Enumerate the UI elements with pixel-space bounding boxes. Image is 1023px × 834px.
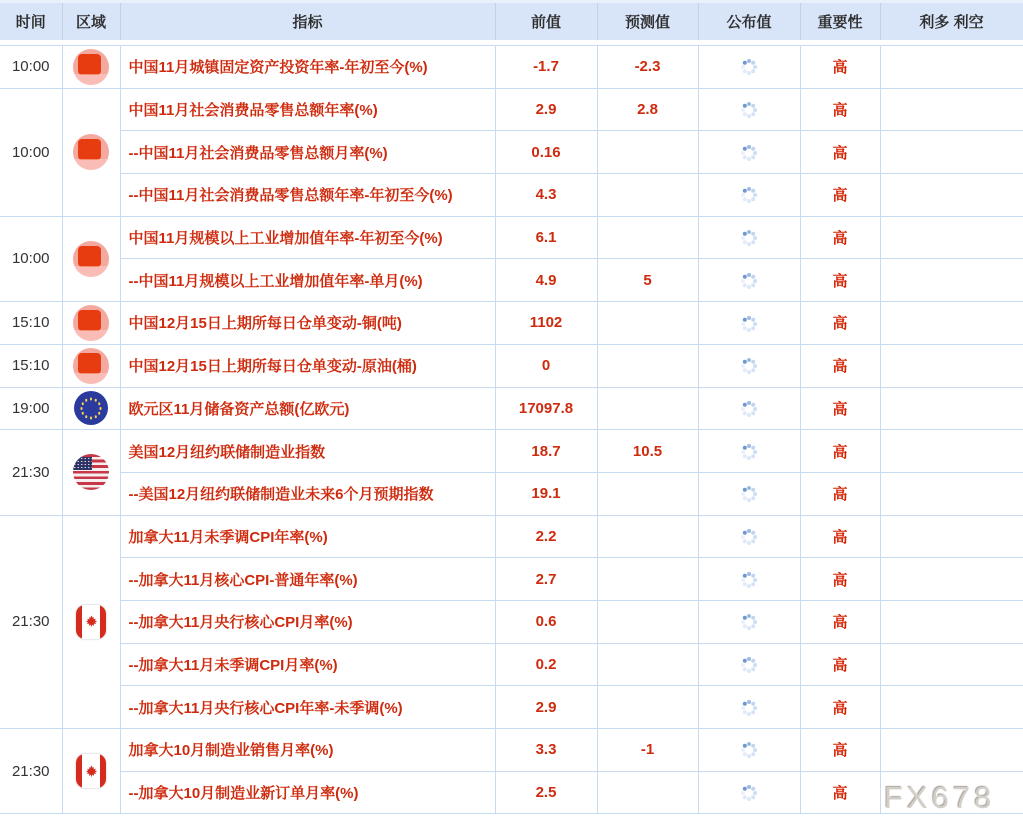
indicator-link[interactable]: 欧元区11月储备资产总额(亿欧元) [120,387,495,430]
indicator-link[interactable]: --加拿大10月制造业新订单月率(%) [120,771,495,814]
forecast-value [597,771,698,814]
table-row [0,387,1023,430]
indicator-link[interactable]: 中国12月15日上期所每日仓单变动-原油(桶) [120,344,495,387]
region-cell [62,302,120,345]
forecast-value: 2.8 [597,88,698,131]
forecast-value: 5 [597,259,698,302]
forecast-value [597,174,698,217]
col-header-region: 区域 [62,2,120,40]
importance-badge: 高 [800,174,880,217]
forecast-value [597,302,698,345]
indicator-link[interactable]: --美国12月纽约联储制造业未来6个月预期指数 [120,472,495,515]
china-flag-icon [73,49,109,85]
previous-value: 0.2 [495,643,597,686]
forecast-value [597,643,698,686]
eu-flag-icon [74,391,108,425]
time-cell: 10:00 [0,216,62,301]
indicator-link[interactable]: 美国12月纽约联储制造业指数 [120,430,495,473]
forecast-value [597,686,698,729]
sentiment-cell [880,131,1023,174]
table-row [0,344,1023,387]
indicator-link[interactable]: --中国11月规模以上工业增加值年率-单月(%) [120,259,495,302]
published-value [698,643,800,686]
importance-badge: 高 [800,88,880,131]
importance-badge: 高 [800,259,880,302]
col-header-importance: 重要性 [800,2,880,40]
region-cell [62,515,120,728]
indicator-link[interactable]: --加拿大11月央行核心CPI月率(%) [120,600,495,643]
indicator-link[interactable]: 中国11月城镇固定资产投资年率-年初至今(%) [120,46,495,89]
previous-value: 19.1 [495,472,597,515]
loading-spinner-icon [747,322,751,326]
importance-badge: 高 [800,515,880,558]
importance-badge: 高 [800,600,880,643]
china-flag-icon [73,305,109,341]
region-cell [62,88,120,216]
col-header-indicator: 指标 [120,2,495,40]
col-header-forecast: 预测值 [597,2,698,40]
region-cell [62,387,120,430]
time-cell: 19:00 [0,387,62,430]
forecast-value: -1 [597,729,698,772]
col-header-sentiment: 利多 利空 [880,2,1023,40]
importance-badge: 高 [800,131,880,174]
table-header-row [0,2,1023,40]
previous-value: 17097.8 [495,387,597,430]
sentiment-cell [880,600,1023,643]
table-row [0,88,1023,131]
importance-badge: 高 [800,729,880,772]
loading-spinner-icon [747,65,751,69]
loading-spinner-icon [747,620,751,624]
published-value [698,88,800,131]
region-cell [62,216,120,301]
time-cell: 15:10 [0,302,62,345]
previous-value: 4.3 [495,174,597,217]
table-row [0,771,1023,814]
loading-spinner-icon [747,663,751,667]
published-value [698,387,800,430]
previous-value: 2.7 [495,558,597,601]
published-value [698,430,800,473]
published-value [698,472,800,515]
forecast-value [597,600,698,643]
sentiment-cell [880,558,1023,601]
sentiment-cell [880,430,1023,473]
forecast-value: 10.5 [597,430,698,473]
importance-badge: 高 [800,302,880,345]
eu-stars-icon [90,407,93,410]
previous-value: 2.5 [495,771,597,814]
previous-value: 2.2 [495,515,597,558]
region-cell [62,430,120,515]
loading-spinner-icon [747,279,751,283]
indicator-link[interactable]: --加拿大11月未季调CPI月率(%) [120,643,495,686]
table-row [0,472,1023,515]
table-row [0,131,1023,174]
canada-flag-icon [76,605,106,639]
time-cell: 21:30 [0,430,62,515]
table-row [0,643,1023,686]
time-cell: 10:00 [0,46,62,89]
loading-spinner-icon [747,407,751,411]
previous-value: 6.1 [495,216,597,259]
published-value [698,729,800,772]
published-value [698,686,800,729]
indicator-link[interactable]: 加拿大11月未季调CPI年率(%) [120,515,495,558]
col-header-previous: 前值 [495,2,597,40]
published-value [698,131,800,174]
sentiment-cell [880,729,1023,772]
importance-badge: 高 [800,558,880,601]
published-value [698,216,800,259]
loading-spinner-icon [747,193,751,197]
published-value [698,771,800,814]
importance-badge: 高 [800,643,880,686]
china-flag-icon [73,134,109,170]
indicator-link[interactable]: 加拿大10月制造业销售月率(%) [120,729,495,772]
indicator-link[interactable]: --中国11月社会消费品零售总额年率-年初至今(%) [120,174,495,217]
fx678-watermark: FX678 [884,780,996,815]
published-value [698,558,800,601]
table-row [0,216,1023,259]
importance-badge: 高 [800,430,880,473]
table-row [0,259,1023,302]
table-row [0,174,1023,217]
table-row [0,686,1023,729]
importance-badge: 高 [800,344,880,387]
sentiment-cell [880,259,1023,302]
published-value [698,600,800,643]
published-value [698,302,800,345]
sentiment-cell [880,344,1023,387]
forecast-value [597,216,698,259]
published-value [698,174,800,217]
forecast-value [597,558,698,601]
indicator-link[interactable]: 中国11月规模以上工业增加值年率-年初至今(%) [120,216,495,259]
previous-value: -1.7 [495,46,597,89]
sentiment-cell [880,46,1023,89]
sentiment-cell [880,643,1023,686]
time-cell: 21:30 [0,515,62,728]
sentiment-cell [880,216,1023,259]
china-flag-icon [73,241,109,277]
loading-spinner-icon [747,151,751,155]
previous-value: 3.3 [495,729,597,772]
indicator-link[interactable]: 中国12月15日上期所每日仓单变动-铜(吨) [120,302,495,345]
published-value [698,46,800,89]
table-row [0,430,1023,473]
time-cell: 15:10 [0,344,62,387]
forecast-value [597,131,698,174]
previous-value: 2.9 [495,88,597,131]
loading-spinner-icon [747,364,751,368]
loading-spinner-icon [747,706,751,710]
forecast-value [597,472,698,515]
forecast-value [597,387,698,430]
loading-spinner-icon [747,450,751,454]
table-row [0,558,1023,601]
table-row [0,515,1023,558]
loading-spinner-icon [747,748,751,752]
table-row [0,302,1023,345]
canada-flag-icon [76,754,106,788]
sentiment-cell [880,686,1023,729]
loading-spinner-icon [747,108,751,112]
previous-value: 2.9 [495,686,597,729]
forecast-value [597,515,698,558]
importance-badge: 高 [800,686,880,729]
loading-spinner-icon [747,535,751,539]
loading-spinner-icon [747,578,751,582]
sentiment-cell [880,472,1023,515]
forecast-value [597,344,698,387]
region-cell [62,46,120,89]
previous-value: 0 [495,344,597,387]
sentiment-cell [880,515,1023,558]
time-cell: 10:00 [0,88,62,216]
previous-value: 18.7 [495,430,597,473]
col-header-published: 公布值 [698,2,800,40]
us-flag-icon [73,454,109,490]
indicator-link[interactable]: --加拿大11月核心CPI-普通年率(%) [120,558,495,601]
importance-badge: 高 [800,46,880,89]
importance-badge: 高 [800,216,880,259]
previous-value: 1102 [495,302,597,345]
china-flag-icon [73,348,109,384]
previous-value: 0.16 [495,131,597,174]
loading-spinner-icon [747,492,751,496]
previous-value: 0.6 [495,600,597,643]
published-value [698,515,800,558]
loading-spinner-icon [747,791,751,795]
previous-value: 4.9 [495,259,597,302]
importance-badge: 高 [800,387,880,430]
importance-badge: 高 [800,472,880,515]
indicator-link[interactable]: 中国11月社会消费品零售总额年率(%) [120,88,495,131]
sentiment-cell [880,174,1023,217]
loading-spinner-icon [747,236,751,240]
region-cell [62,729,120,814]
sentiment-cell [880,302,1023,345]
table-row [0,46,1023,89]
region-cell [62,344,120,387]
importance-badge: 高 [800,771,880,814]
indicator-link[interactable]: --中国11月社会消费品零售总额月率(%) [120,131,495,174]
table-row [0,600,1023,643]
published-value [698,259,800,302]
forecast-value: -2.3 [597,46,698,89]
sentiment-cell [880,88,1023,131]
sentiment-cell [880,387,1023,430]
indicator-link[interactable]: --加拿大11月央行核心CPI年率-未季调(%) [120,686,495,729]
table-row [0,729,1023,772]
col-header-time: 时间 [0,2,62,40]
time-cell: 21:30 [0,729,62,814]
published-value [698,344,800,387]
